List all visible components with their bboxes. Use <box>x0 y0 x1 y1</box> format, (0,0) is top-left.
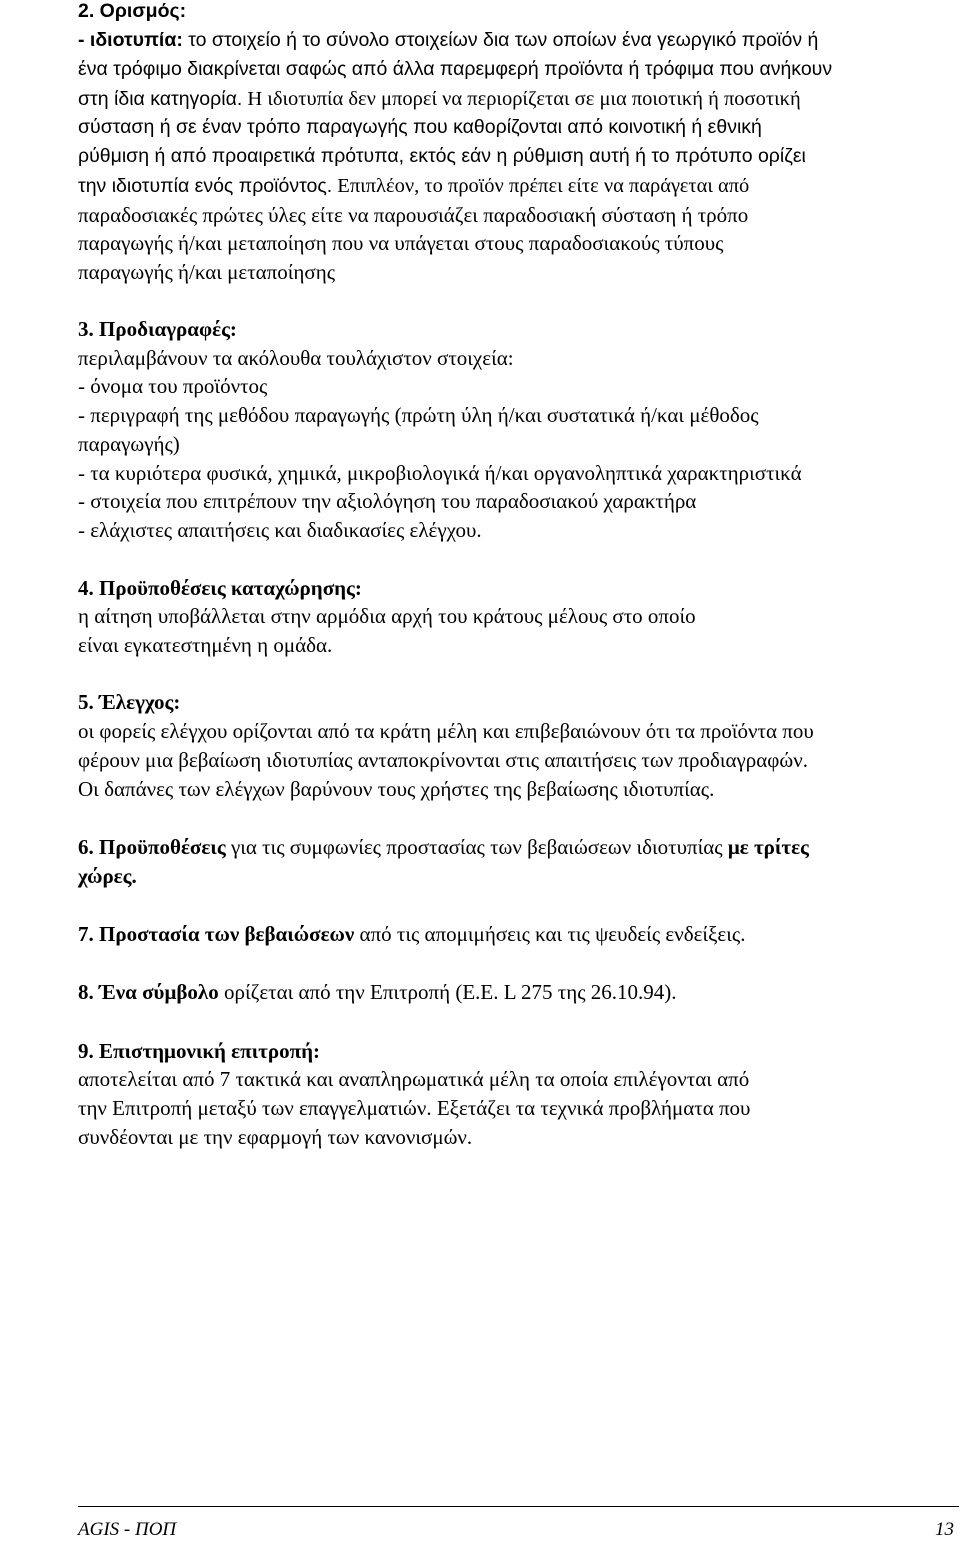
section-4-line-2: είναι εγκατεστημένη η ομάδα. <box>78 633 333 657</box>
list-item: - όνομα του προϊόντος <box>78 374 268 398</box>
section-2-line-1 <box>78 31 818 51</box>
footer-title: AGIS - ΠΟΠ <box>78 1519 177 1540</box>
section-6-line-1 <box>78 837 809 858</box>
text-run: 6. Προϋποθέσεις <box>78 835 226 859</box>
section-3-intro: περιλαμβάνουν τα ακόλουθα τουλάχιστον στοιχεία: <box>78 346 514 370</box>
list-item: - περιγραφή της μεθόδου παραγωγής (πρώτη ύλη ή/και συστατικά ή/και μέθοδος <box>78 403 759 427</box>
section-2-line-9: παραγωγής ή/και μεταποίησης <box>78 260 336 284</box>
term-label: - ιδιοτυπία: <box>78 29 183 51</box>
page-number: 13 <box>935 1519 954 1540</box>
term-definition: το στοιχείο ή το σύνολο στοιχείων δια των οποίων ένα γεωργικό προϊόν ή <box>182 29 819 51</box>
list-item: - ελάχιστες απαιτήσεις και διαδικασίες ελέγχου. <box>78 518 482 542</box>
text-run: στη ίδια κατηγορία. <box>78 88 243 110</box>
section-2-line-2: ένα τρόφιμο διακρίνεται σαφώς από άλλα παρεμφερή προϊόντα ή τρόφιμα που ανήκουν <box>78 58 833 80</box>
section-2-heading: 2. Ορισμός: <box>78 0 187 22</box>
text-run: την ιδιοτυπία ενός προϊόντος. <box>78 175 333 197</box>
section-5-line-3: Οι δαπάνες των ελέγχων βαρύνουν τους χρήστες της βεβαίωσης ιδιοτυπίας. <box>78 777 715 801</box>
section-5-heading: 5. Έλεγχος: <box>78 690 181 714</box>
section-8-line <box>78 982 677 1003</box>
text-run: για τις συμφωνίες προστασίας των βεβαιώσεων ιδιοτυπίας <box>225 835 728 859</box>
section-9-line-1: αποτελείται από 7 τακτικά και αναπληρωματικά μέλη τα οποία επιλέγονται από <box>78 1067 750 1091</box>
text-run: 8. Ένα σύμβολο <box>78 980 219 1004</box>
text-run: με τρίτες <box>727 835 809 859</box>
section-4-line-1: η αίτηση υποβάλλεται στην αρμόδια αρχή του κράτους μέλους στο οποίο <box>78 604 696 628</box>
section-2-line-4: σύσταση ή σε έναν τρόπο παραγωγής που καθορίζονται από κοινοτική ή εθνική <box>78 116 762 138</box>
text-run: 7. Προστασία των βεβαιώσεων <box>78 922 355 946</box>
section-4-heading: 4. Προϋποθέσεις καταχώρησης: <box>78 576 362 600</box>
section-2-line-5: ρύθμιση ή από προαιρετικά πρότυπα, εκτός εάν η ρύθμιση αυτή ή το πρότυπο ορίζει <box>78 145 806 167</box>
list-item: - τα κυριότερα φυσικά, χημικά, μικροβιολογικά ή/και οργανοληπτικά χαρακτηριστικά <box>78 461 802 485</box>
section-9-heading: 9. Επιστημονική επιτροπή: <box>78 1039 321 1063</box>
section-5-line-2: φέρουν μια βεβαίωση ιδιοτυπίας ανταποκρίνονται στις απαιτήσεις των προδιαγραφών. <box>78 748 808 772</box>
text-run: από τις απομιμήσεις και τις ψευδείς ενδείξεις. <box>354 922 746 946</box>
footer-divider <box>78 1506 959 1507</box>
section-3-heading: 3. Προδιαγραφές: <box>78 317 237 341</box>
section-2-line-7: παραδοσιακές πρώτες ύλες είτε να παρουσιάζει παραδοσιακή σύσταση ή τρόπο <box>78 203 749 227</box>
section-6-line-2: χώρες. <box>78 864 137 888</box>
section-9-line-3: συνδέονται με την εφαρμογή των κανονισμών. <box>78 1125 473 1149</box>
section-2-line-6 <box>78 176 749 197</box>
section-9-line-2: την Επιτροπή μεταξύ των επαγγελματιών. Εξετάζει τα τεχνικά προβλήματα που <box>78 1096 751 1120</box>
list-item: - στοιχεία που επιτρέπουν την αξιολόγηση του παραδοσιακού χαρακτήρα <box>78 489 697 513</box>
text-run: ορίζεται από την Επιτροπή (Ε.Ε. L 275 της 26.10.94). <box>218 980 677 1004</box>
list-item-continuation: παραγωγής) <box>78 432 180 456</box>
text-run: Επιπλέον, το προϊόν πρέπει είτε να παράγεται από <box>332 175 750 197</box>
section-7-line <box>78 924 745 945</box>
section-5-line-1: οι φορείς ελέγχου ορίζονται από τα κράτη μέλη και επιβεβαιώνουν ότι τα προϊόντα που <box>78 719 814 743</box>
section-2-line-8: παραγωγής ή/και μεταποίηση που να υπάγεται στους παραδοσιακούς τύπους <box>78 231 724 255</box>
section-2-line-3 <box>78 89 801 110</box>
text-run: Η ιδιοτυπία δεν μπορεί να περιορίζεται σε μια ποιοτική ή ποσοτική <box>242 88 801 110</box>
